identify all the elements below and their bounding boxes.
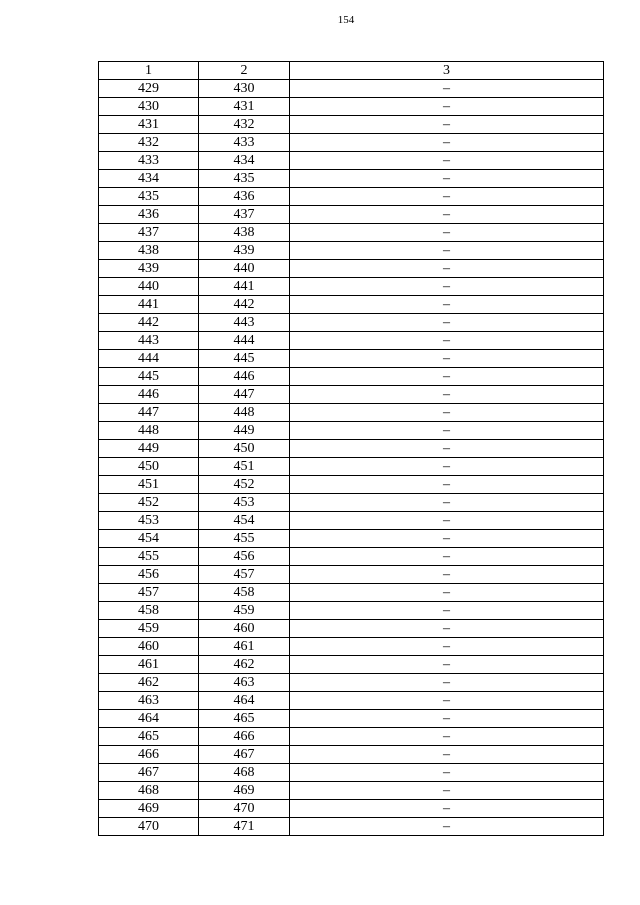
table-row bbox=[99, 134, 604, 152]
table-cell-col-2: 453 bbox=[199, 494, 290, 512]
table-cell-col-3: – bbox=[290, 602, 604, 620]
table-cell-col-1: 463 bbox=[99, 692, 199, 710]
table-cell-col-3: – bbox=[290, 278, 604, 296]
table-cell-col-1: 440 bbox=[99, 278, 199, 296]
table-row bbox=[99, 404, 604, 422]
table-cell-col-3: – bbox=[290, 422, 604, 440]
table-row bbox=[99, 746, 604, 764]
table-cell-col-3: – bbox=[290, 548, 604, 566]
table-cell-col-2: 456 bbox=[199, 548, 290, 566]
table-row bbox=[99, 350, 604, 368]
table-cell-col-2: 463 bbox=[199, 674, 290, 692]
table-cell-col-1: 431 bbox=[99, 116, 199, 134]
table-row bbox=[99, 800, 604, 818]
table-cell-col-1: 439 bbox=[99, 260, 199, 278]
table-cell-col-1: 441 bbox=[99, 296, 199, 314]
table-cell-col-1: 434 bbox=[99, 170, 199, 188]
table-cell-col-1: 445 bbox=[99, 368, 199, 386]
table-cell-col-2: 462 bbox=[199, 656, 290, 674]
table-cell-col-3: – bbox=[290, 476, 604, 494]
table-cell-col-3: – bbox=[290, 368, 604, 386]
table-row bbox=[99, 116, 604, 134]
table-cell-col-3: – bbox=[290, 332, 604, 350]
header-row bbox=[99, 62, 604, 80]
table-row bbox=[99, 152, 604, 170]
table-cell-col-2: 442 bbox=[199, 296, 290, 314]
table-cell-col-3: – bbox=[290, 404, 604, 422]
table-row bbox=[99, 242, 604, 260]
table-cell-col-2: 459 bbox=[199, 602, 290, 620]
table-cell-col-1: 462 bbox=[99, 674, 199, 692]
table-cell-col-3: – bbox=[290, 170, 604, 188]
table-cell-col-2: 452 bbox=[199, 476, 290, 494]
table-cell-col-3: – bbox=[290, 512, 604, 530]
table-cell-col-2: 440 bbox=[199, 260, 290, 278]
table-cell-col-3: – bbox=[290, 728, 604, 746]
table-cell-col-2: 449 bbox=[199, 422, 290, 440]
table-cell-col-1: 452 bbox=[99, 494, 199, 512]
table-cell-col-3: – bbox=[290, 350, 604, 368]
table-cell-col-2: 470 bbox=[199, 800, 290, 818]
table-cell-col-1: 448 bbox=[99, 422, 199, 440]
table-cell-col-1: 433 bbox=[99, 152, 199, 170]
table-cell-col-3: – bbox=[290, 656, 604, 674]
table-cell-col-1: 459 bbox=[99, 620, 199, 638]
table-cell-col-3: – bbox=[290, 674, 604, 692]
table-cell-col-3: – bbox=[290, 440, 604, 458]
table-cell-col-1: 438 bbox=[99, 242, 199, 260]
table-cell-col-1: 470 bbox=[99, 818, 199, 836]
table-cell-col-1: 443 bbox=[99, 332, 199, 350]
table-cell-col-3: – bbox=[290, 818, 604, 836]
table-cell-col-3: – bbox=[290, 494, 604, 512]
table-cell-col-1: 466 bbox=[99, 746, 199, 764]
table-cell-col-3: – bbox=[290, 692, 604, 710]
table-cell-col-2: 448 bbox=[199, 404, 290, 422]
table-cell-col-1: 437 bbox=[99, 224, 199, 242]
table-cell-col-2: 451 bbox=[199, 458, 290, 476]
table-cell-col-1: 461 bbox=[99, 656, 199, 674]
table-row bbox=[99, 206, 604, 224]
table-cell-col-1: 435 bbox=[99, 188, 199, 206]
table-cell-col-3: – bbox=[290, 242, 604, 260]
table-cell-col-3: – bbox=[290, 530, 604, 548]
table-cell-col-3: – bbox=[290, 584, 604, 602]
table-row bbox=[99, 728, 604, 746]
table-row bbox=[99, 170, 604, 188]
table-cell-col-2: 465 bbox=[199, 710, 290, 728]
table-cell-col-3: – bbox=[290, 224, 604, 242]
table-cell-col-1: 436 bbox=[99, 206, 199, 224]
table-row bbox=[99, 656, 604, 674]
table-cell-col-3: – bbox=[290, 314, 604, 332]
table-cell-col-3: – bbox=[290, 116, 604, 134]
table-cell-col-1: 467 bbox=[99, 764, 199, 782]
table-cell-col-2: 443 bbox=[199, 314, 290, 332]
table-cell-col-3: – bbox=[290, 566, 604, 584]
table-cell-col-2: 467 bbox=[199, 746, 290, 764]
table-row bbox=[99, 674, 604, 692]
table-row bbox=[99, 818, 604, 836]
table-row bbox=[99, 98, 604, 116]
table-row bbox=[99, 224, 604, 242]
table-cell-col-1: 449 bbox=[99, 440, 199, 458]
table-cell-col-1: 451 bbox=[99, 476, 199, 494]
table-cell-col-2: 434 bbox=[199, 152, 290, 170]
table-row bbox=[99, 764, 604, 782]
table-row bbox=[99, 260, 604, 278]
table-cell-col-1: 465 bbox=[99, 728, 199, 746]
table-cell-col-1: 429 bbox=[99, 80, 199, 98]
table-cell-col-1: 432 bbox=[99, 134, 199, 152]
table-cell-col-2: 466 bbox=[199, 728, 290, 746]
table-cell-col-3: – bbox=[290, 458, 604, 476]
table-cell-col-2: 469 bbox=[199, 782, 290, 800]
table-cell-col-2: 435 bbox=[199, 170, 290, 188]
table-row bbox=[99, 314, 604, 332]
table-cell-col-1: 444 bbox=[99, 350, 199, 368]
table-cell-col-2: 445 bbox=[199, 350, 290, 368]
table-cell-col-1: 456 bbox=[99, 566, 199, 584]
table-cell-col-1: 464 bbox=[99, 710, 199, 728]
table-row bbox=[99, 692, 604, 710]
table-row bbox=[99, 332, 604, 350]
table-row bbox=[99, 512, 604, 530]
table-cell-col-1: 469 bbox=[99, 800, 199, 818]
table-cell-col-3: – bbox=[290, 152, 604, 170]
table-cell-col-1: 457 bbox=[99, 584, 199, 602]
table-cell-col-3: – bbox=[290, 386, 604, 404]
table-row bbox=[99, 458, 604, 476]
table-row bbox=[99, 566, 604, 584]
table-cell-col-1: 447 bbox=[99, 404, 199, 422]
table-cell-col-1: 430 bbox=[99, 98, 199, 116]
table-cell-col-2: 461 bbox=[199, 638, 290, 656]
table-cell-col-1: 446 bbox=[99, 386, 199, 404]
table-cell-col-3: – bbox=[290, 260, 604, 278]
column-header-1: 1 bbox=[99, 62, 199, 80]
table-cell-col-2: 455 bbox=[199, 530, 290, 548]
table-cell-col-2: 430 bbox=[199, 80, 290, 98]
table-cell-col-1: 453 bbox=[99, 512, 199, 530]
table-row bbox=[99, 620, 604, 638]
table-row bbox=[99, 548, 604, 566]
table-row bbox=[99, 368, 604, 386]
table-cell-col-3: – bbox=[290, 746, 604, 764]
table-cell-col-3: – bbox=[290, 206, 604, 224]
table-cell-col-2: 439 bbox=[199, 242, 290, 260]
table-cell-col-2: 433 bbox=[199, 134, 290, 152]
table-cell-col-1: 442 bbox=[99, 314, 199, 332]
table-cell-col-3: – bbox=[290, 764, 604, 782]
data-table bbox=[98, 61, 604, 836]
table-cell-col-3: – bbox=[290, 800, 604, 818]
column-header-3: 3 bbox=[290, 62, 604, 80]
table-row bbox=[99, 494, 604, 512]
table-body bbox=[99, 80, 604, 836]
table-cell-col-2: 431 bbox=[199, 98, 290, 116]
table-cell-col-2: 454 bbox=[199, 512, 290, 530]
table-cell-col-2: 468 bbox=[199, 764, 290, 782]
table-cell-col-2: 438 bbox=[199, 224, 290, 242]
table-row bbox=[99, 80, 604, 98]
table-row bbox=[99, 782, 604, 800]
table-row bbox=[99, 386, 604, 404]
table-row bbox=[99, 440, 604, 458]
page-number: 154 bbox=[337, 14, 355, 26]
table-row bbox=[99, 530, 604, 548]
table-cell-col-2: 464 bbox=[199, 692, 290, 710]
table-row bbox=[99, 278, 604, 296]
table-cell-col-2: 432 bbox=[199, 116, 290, 134]
table-cell-col-3: – bbox=[290, 80, 604, 98]
table-row bbox=[99, 476, 604, 494]
table-cell-col-1: 458 bbox=[99, 602, 199, 620]
table-cell-col-2: 437 bbox=[199, 206, 290, 224]
table-row bbox=[99, 602, 604, 620]
table-header bbox=[99, 62, 604, 80]
table-row bbox=[99, 710, 604, 728]
table-row bbox=[99, 638, 604, 656]
table-cell-col-3: – bbox=[290, 98, 604, 116]
table-row bbox=[99, 188, 604, 206]
table-cell-col-2: 447 bbox=[199, 386, 290, 404]
table-cell-col-2: 458 bbox=[199, 584, 290, 602]
table-cell-col-3: – bbox=[290, 782, 604, 800]
table-cell-col-1: 460 bbox=[99, 638, 199, 656]
table-cell-col-1: 454 bbox=[99, 530, 199, 548]
table-cell-col-2: 444 bbox=[199, 332, 290, 350]
table-cell-col-3: – bbox=[290, 620, 604, 638]
table-cell-col-2: 446 bbox=[199, 368, 290, 386]
table-cell-col-3: – bbox=[290, 188, 604, 206]
table-cell-col-2: 450 bbox=[199, 440, 290, 458]
table-row bbox=[99, 296, 604, 314]
table-cell-col-3: – bbox=[290, 134, 604, 152]
table-cell-col-1: 455 bbox=[99, 548, 199, 566]
table-row bbox=[99, 422, 604, 440]
table-cell-col-1: 450 bbox=[99, 458, 199, 476]
table-cell-col-1: 468 bbox=[99, 782, 199, 800]
table-cell-col-3: – bbox=[290, 638, 604, 656]
column-header-2: 2 bbox=[199, 62, 290, 80]
table-cell-col-2: 471 bbox=[199, 818, 290, 836]
table-cell-col-3: – bbox=[290, 296, 604, 314]
table-cell-col-2: 441 bbox=[199, 278, 290, 296]
table-row bbox=[99, 584, 604, 602]
table-cell-col-3: – bbox=[290, 710, 604, 728]
table-cell-col-2: 436 bbox=[199, 188, 290, 206]
table-cell-col-2: 460 bbox=[199, 620, 290, 638]
table-cell-col-2: 457 bbox=[199, 566, 290, 584]
